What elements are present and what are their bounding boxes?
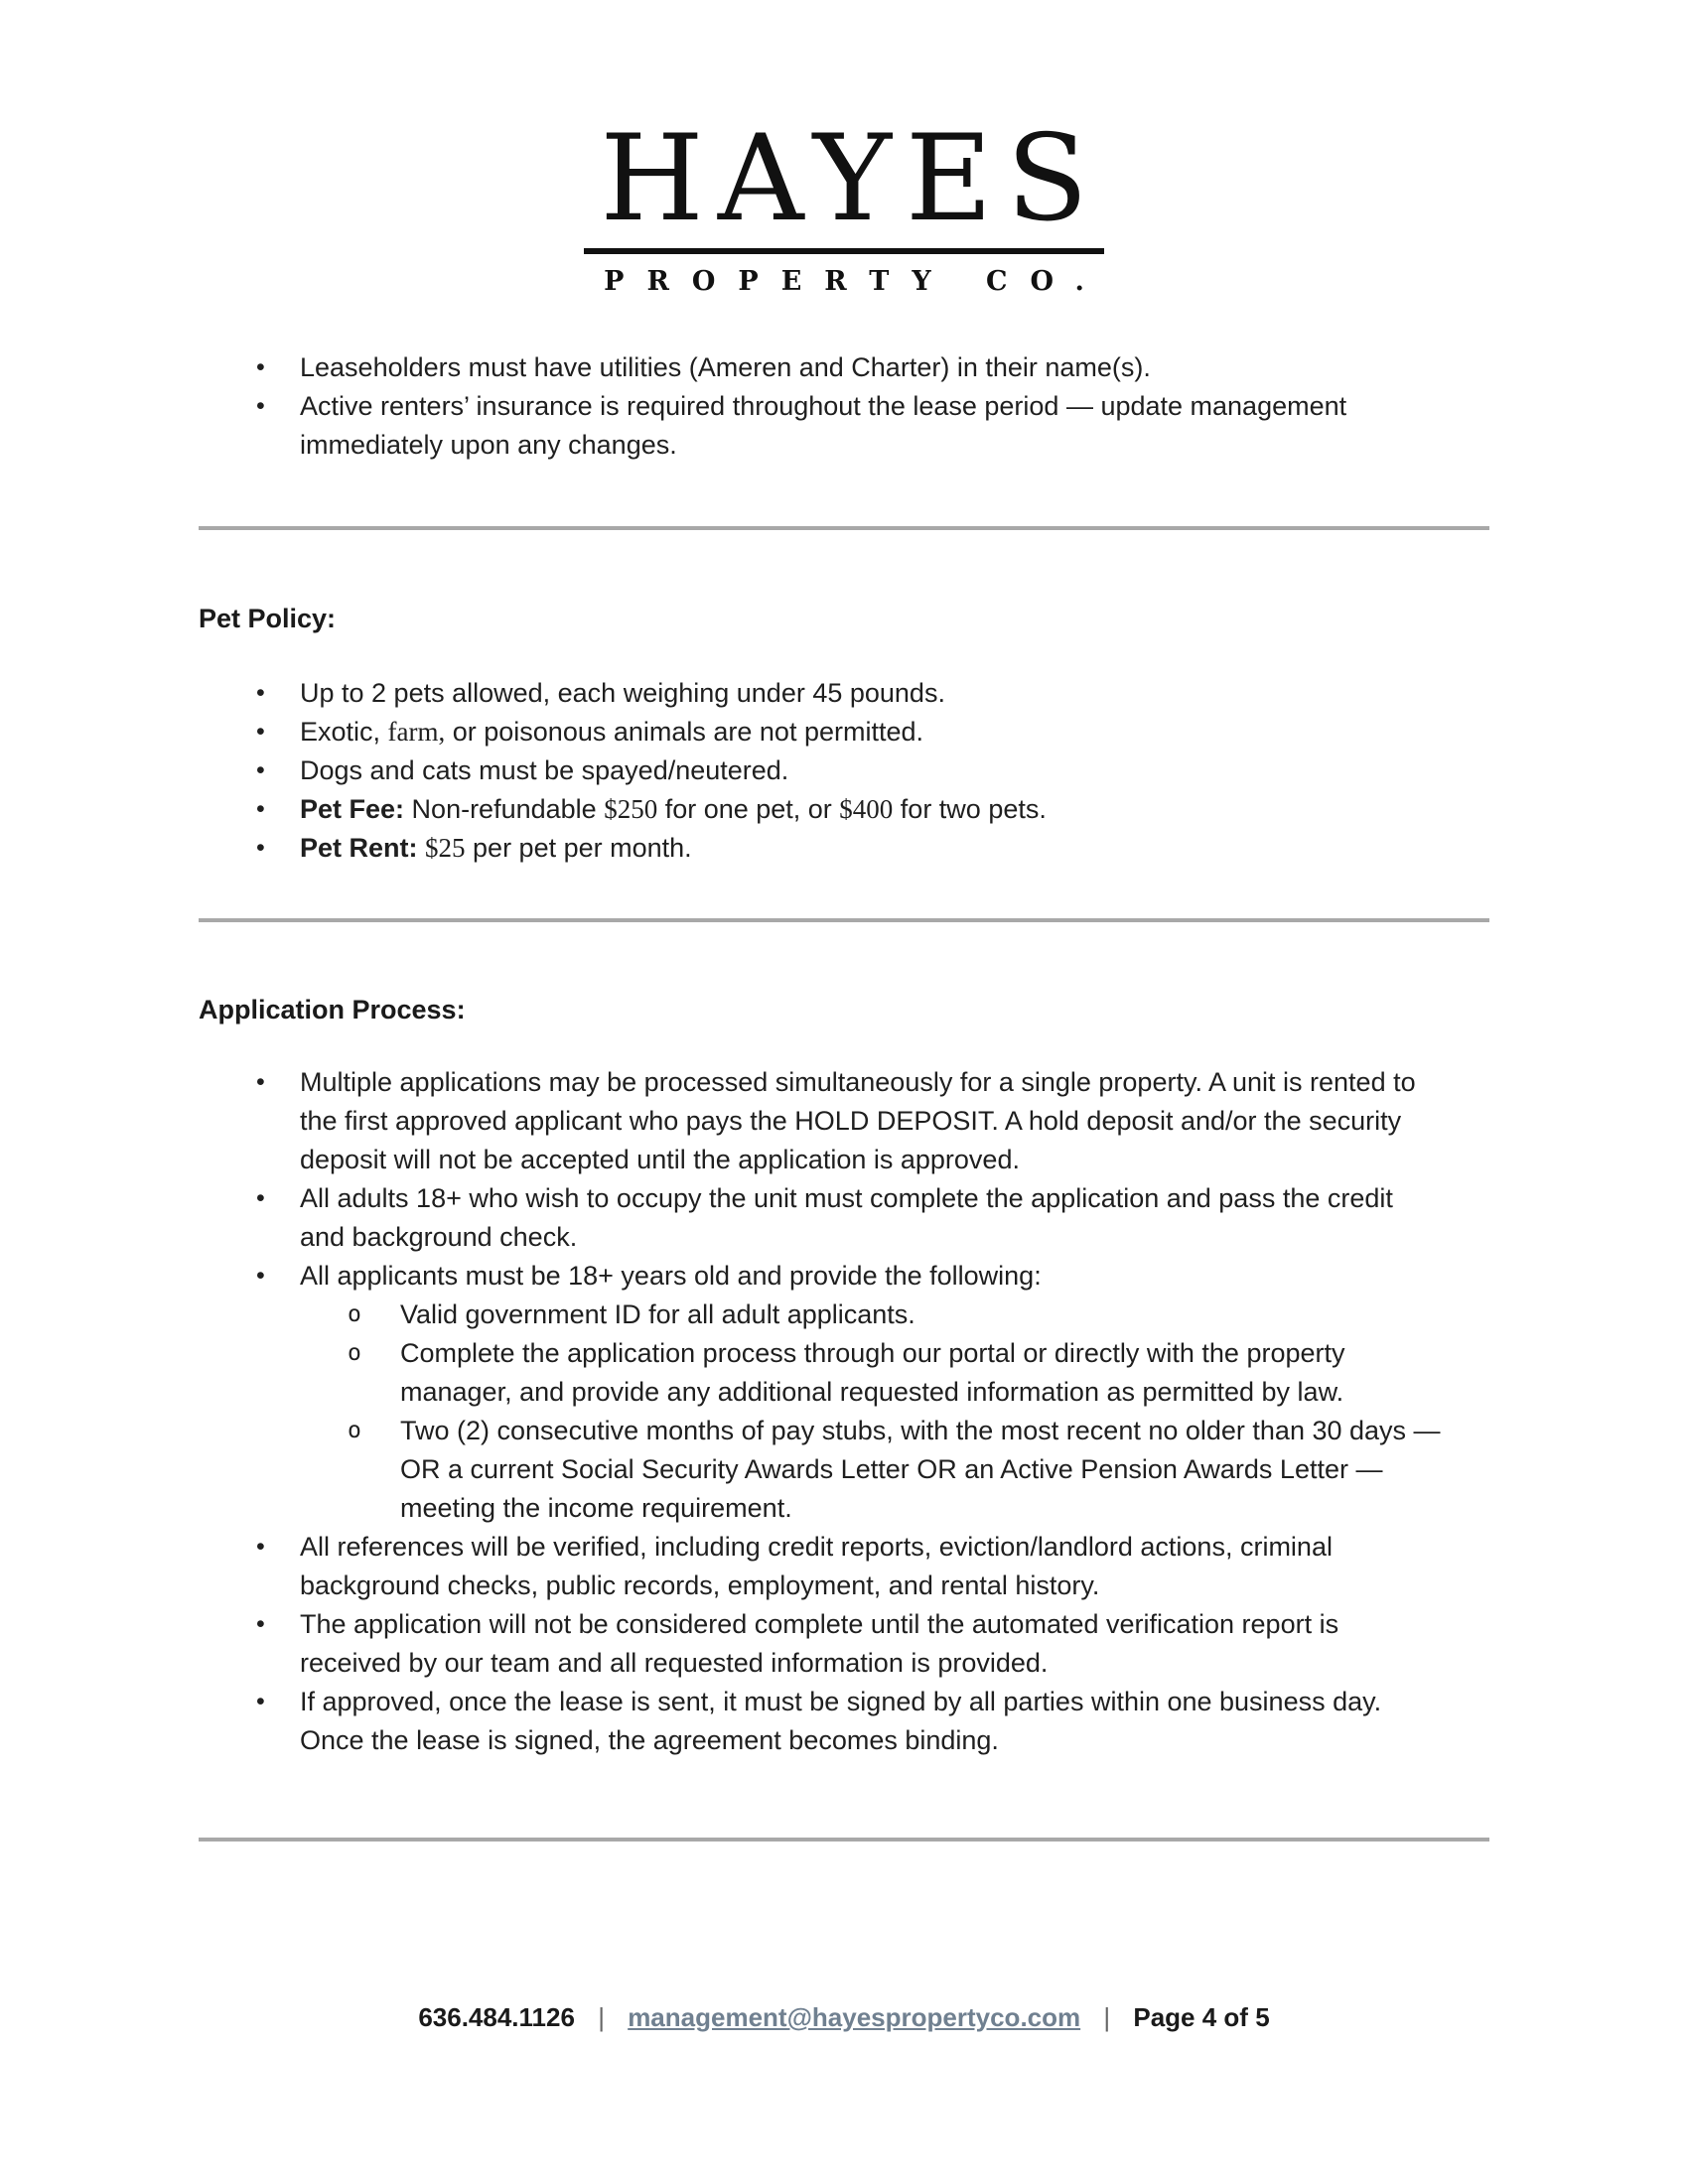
bullet-item [199,829,1489,868]
text-run: for one pet, or [657,794,840,824]
footer-email-link[interactable]: management@hayespropertyco.com [628,2002,1081,2032]
text-run: Dogs and cats must be spayed/neutered. [300,755,789,785]
text-run: Multiple applications may be processed simultaneously for a single property. A unit is rented to the first approved applicant who pays the HOLD DEPOSIT. A hold deposit and/or the security deposit will not be accepted until the application is approved. [300,1067,1416,1174]
logo-title: HAYES [600,110,1102,248]
text-run: Active renters’ insurance is required throughout the lease period — update management immediately upon any changes. [300,391,1347,460]
text-run: farm, [387,717,446,747]
section-divider [199,918,1489,922]
text-run: Up to 2 pets allowed, each weighing under 45 pounds. [300,678,945,708]
text-run: $400 [839,794,894,824]
bullet-item [199,674,1489,713]
text-run: Non-refundable [404,794,605,824]
text-run: Complete the application process through our portal or directly with the property manager, and provide any additional requested information as permitted by law. [400,1338,1345,1407]
logo-subtitle: PROPERTY CO. [604,266,1107,297]
section-divider [199,1838,1489,1842]
sub-bullet-item [300,1334,1442,1412]
text-run: Pet Fee: [300,794,405,824]
pet-policy-bullet-list [199,674,1489,868]
bullet-item [199,1528,1489,1605]
text-run: Pet Rent: [300,833,418,863]
company-logo [199,0,1489,297]
bullet-item [199,790,1489,829]
bullet-item [199,1683,1489,1760]
text-run: Leaseholders must have utilities (Ameren and Charter) in their name(s). [300,352,1151,382]
bullet-item [199,387,1489,465]
text-run: All references will be verified, including credit reports, eviction/landlord actions, criminal background checks, public records, employment, and rental history. [300,1532,1333,1600]
text-run: or poisonous animals are not permitted. [445,717,924,747]
text-run [418,833,426,863]
bullet-item [199,1605,1489,1683]
text-run: $25 [425,833,466,863]
bullet-item [199,1257,1489,1528]
logo-rule [584,248,1104,254]
text-run: per pet per month. [465,833,692,863]
bullet-item [199,1179,1489,1257]
application-process-bullet-list [199,1063,1489,1760]
sub-bullet-item [300,1412,1442,1528]
bullet-item [199,751,1489,790]
footer-page-number: Page 4 of 5 [1133,2002,1270,2032]
application-process-heading: Application Process: [199,995,466,1024]
text-run: Exotic, [300,717,388,747]
text-run: Valid government ID for all adult applicants. [400,1299,915,1329]
text-run: Two (2) consecutive months of pay stubs, with the most recent no older than 30 days — OR a current Social Security Awards Letter OR an Active Pension Awards Letter — meeting the income requirement. [400,1416,1441,1523]
text-run: for two pets. [893,794,1047,824]
bullet-item [199,713,1489,751]
footer-separator: | [1103,2002,1111,2032]
sub-bullet-item [300,1296,1442,1334]
section-divider [199,526,1489,530]
footer-separator: | [598,2002,605,2032]
text-run: All applicants must be 18+ years old and provide the following: [300,1261,1042,1291]
intro-bullet-list [199,348,1489,465]
text-run: $250 [604,794,658,824]
sub-bullet-list [300,1296,1442,1528]
bullet-item [199,1063,1489,1179]
footer-phone: 636.484.1126 [418,2002,575,2032]
bullet-item [199,348,1489,387]
text-run: If approved, once the lease is sent, it must be signed by all parties within one business day. Once the lease is signed, the agreement becomes binding. [300,1687,1382,1755]
pet-policy-heading: Pet Policy: [199,604,337,633]
page-footer [199,2002,1489,2033]
text-run: The application will not be considered complete until the automated verification report is received by our team and all requested information is provided. [300,1609,1339,1678]
text-run: All adults 18+ who wish to occupy the unit must complete the application and pass the credit and background check. [300,1183,1393,1252]
